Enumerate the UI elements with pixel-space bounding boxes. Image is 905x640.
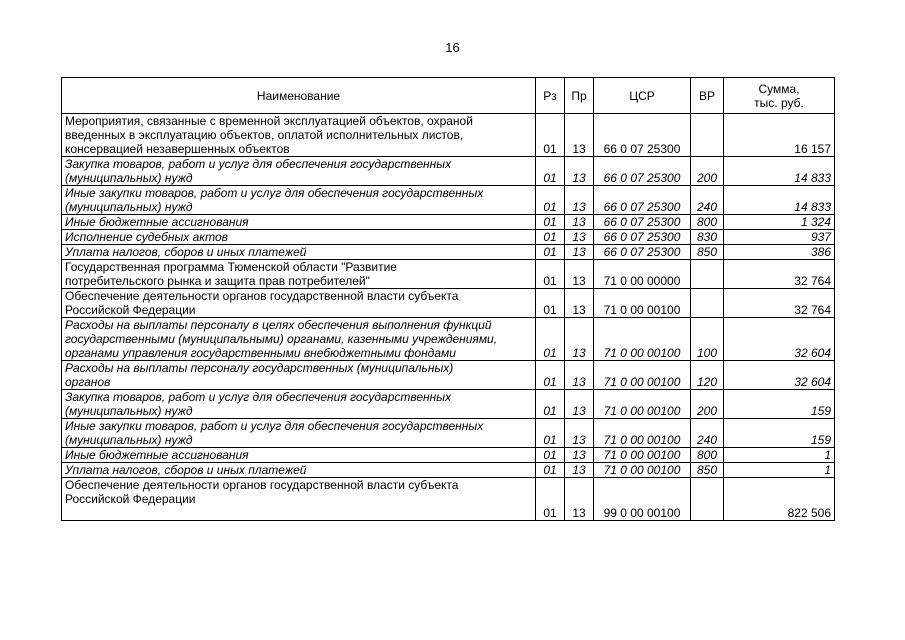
cell-name-line: Мероприятия, связанные с временной эксплуатацией объектов, охраной (65, 114, 473, 128)
cell-vr (691, 114, 724, 157)
cell-sum: 32 764 (724, 289, 835, 318)
table-row (62, 390, 835, 419)
cell-rz: 01 (536, 157, 565, 186)
cell-name-line: государственными (муниципальными) органами, казенными учреждениями, (65, 332, 498, 346)
cell-rz: 01 (536, 419, 565, 448)
cell-rz: 01 (536, 260, 565, 289)
cell-csr: 66 0 07 25300 (594, 215, 691, 230)
cell-name-line: Иные закупки товаров, работ и услуг для обеспечения государственных (65, 419, 484, 433)
cell-sum: 159 (724, 390, 835, 419)
cell-pr: 13 (565, 463, 594, 478)
cell-vr: 830 (691, 230, 724, 245)
cell-rz: 01 (536, 186, 565, 215)
cell-name (62, 260, 536, 289)
cell-csr: 99 0 00 00100 (594, 478, 691, 521)
cell-rz: 01 (536, 463, 565, 478)
table-row (62, 419, 835, 448)
cell-name-line: Уплата налогов, сборов и иных платежей (65, 463, 307, 477)
table-row (62, 260, 835, 289)
cell-name (62, 390, 536, 419)
cell-name (62, 448, 536, 463)
cell-csr: 71 0 00 00100 (594, 361, 691, 390)
cell-vr: 850 (691, 245, 724, 260)
cell-name (62, 289, 536, 318)
cell-sum: 1 324 (724, 215, 835, 230)
table-row (62, 230, 835, 245)
table-row (62, 463, 835, 478)
cell-name-line: органами управления государственными внебюджетными фондами (65, 346, 456, 360)
cell-name-line: потребительского рынка и защита прав потребителей" (65, 274, 370, 288)
table-row (62, 215, 835, 230)
cell-csr: 71 0 00 00100 (594, 419, 691, 448)
cell-pr: 13 (565, 157, 594, 186)
cell-vr (691, 260, 724, 289)
cell-rz: 01 (536, 478, 565, 521)
cell-name (62, 318, 536, 361)
cell-pr: 13 (565, 419, 594, 448)
cell-pr: 13 (565, 260, 594, 289)
cell-name (62, 157, 536, 186)
cell-name (62, 419, 536, 448)
cell-csr: 66 0 07 25300 (594, 230, 691, 245)
cell-name-line: введенных в эксплуатацию объектов, оплатой исполнительных листов, (65, 128, 464, 142)
cell-name (62, 186, 536, 215)
header-sum-line1: Сумма, (758, 81, 800, 96)
table-body (62, 114, 835, 521)
cell-sum: 14 833 (724, 186, 835, 215)
budget-table (61, 77, 835, 521)
cell-rz: 01 (536, 361, 565, 390)
table-row (62, 361, 835, 390)
cell-sum: 937 (724, 230, 835, 245)
cell-name-line: Иные закупки товаров, работ и услуг для обеспечения государственных (65, 186, 484, 200)
cell-name (62, 114, 536, 157)
cell-sum: 32 604 (724, 361, 835, 390)
cell-csr: 71 0 00 00100 (594, 318, 691, 361)
cell-name-line: (муниципальных) нужд (65, 404, 193, 418)
cell-pr: 13 (565, 186, 594, 215)
header-name: Наименование (62, 78, 536, 114)
cell-sum: 159 (724, 419, 835, 448)
cell-csr: 71 0 00 00100 (594, 390, 691, 419)
table-row (62, 448, 835, 463)
cell-name-line: Российской Федерации (65, 492, 196, 506)
cell-name (62, 230, 536, 245)
cell-name-line: Уплата налогов, сборов и иных платежей (65, 245, 307, 259)
cell-vr: 240 (691, 419, 724, 448)
cell-vr: 800 (691, 215, 724, 230)
cell-name-line: Иные бюджетные ассигнования (65, 448, 249, 462)
cell-name-line: (муниципальных) нужд (65, 200, 193, 214)
cell-vr (691, 289, 724, 318)
cell-pr: 13 (565, 478, 594, 521)
cell-csr: 71 0 00 00100 (594, 463, 691, 478)
header-vr: ВР (691, 78, 724, 114)
cell-csr: 66 0 07 25300 (594, 186, 691, 215)
cell-vr: 120 (691, 361, 724, 390)
table-row (62, 245, 835, 260)
cell-pr: 13 (565, 230, 594, 245)
cell-rz: 01 (536, 245, 565, 260)
cell-name-line: Обеспечение деятельности органов государственной власти субъекта (65, 289, 459, 303)
cell-name-line: Закупка товаров, работ и услуг для обеспечения государственных (65, 157, 452, 171)
cell-rz: 01 (536, 114, 565, 157)
cell-name-line: Закупка товаров, работ и услуг для обеспечения государственных (65, 390, 452, 404)
cell-name-line: (муниципальных) нужд (65, 433, 193, 447)
cell-rz: 01 (536, 289, 565, 318)
cell-name (62, 463, 536, 478)
cell-pr: 13 (565, 245, 594, 260)
table-row (62, 186, 835, 215)
cell-name-line: Исполнение судебных актов (65, 230, 228, 244)
header-pr: Пр (565, 78, 594, 114)
cell-name (62, 478, 536, 521)
cell-name-line: органов (65, 375, 111, 389)
table-header-row (62, 78, 835, 114)
cell-pr: 13 (565, 361, 594, 390)
cell-name-line: Иные бюджетные ассигнования (65, 215, 249, 229)
table-row (62, 478, 835, 521)
cell-csr: 71 0 00 00000 (594, 260, 691, 289)
cell-sum: 16 157 (724, 114, 835, 157)
cell-rz: 01 (536, 215, 565, 230)
cell-vr: 200 (691, 390, 724, 419)
header-csr: ЦСР (594, 78, 691, 114)
cell-pr: 13 (565, 390, 594, 419)
cell-pr: 13 (565, 114, 594, 157)
cell-name-line: Обеспечение деятельности органов государственной власти субъекта (65, 478, 459, 492)
cell-pr: 13 (565, 448, 594, 463)
cell-name (62, 361, 536, 390)
header-rz: Рз (536, 78, 565, 114)
cell-vr: 200 (691, 157, 724, 186)
cell-name-line: консервацией незавершенных объектов (65, 142, 290, 156)
cell-csr: 66 0 07 25300 (594, 114, 691, 157)
table-row (62, 318, 835, 361)
cell-sum: 14 833 (724, 157, 835, 186)
cell-pr: 13 (565, 215, 594, 230)
cell-sum: 386 (724, 245, 835, 260)
cell-vr: 240 (691, 186, 724, 215)
cell-name-line: Расходы на выплаты персоналу в целях обеспечения выполнения функций (65, 318, 492, 332)
cell-name-line: Российской Федерации (65, 303, 196, 317)
cell-rz: 01 (536, 230, 565, 245)
cell-sum: 32 764 (724, 260, 835, 289)
cell-name-line: Государственная программа Тюменской области "Развитие (65, 260, 397, 274)
cell-rz: 01 (536, 318, 565, 361)
cell-csr: 71 0 00 00100 (594, 289, 691, 318)
cell-csr: 71 0 00 00100 (594, 448, 691, 463)
cell-sum: 1 (724, 448, 835, 463)
cell-vr: 100 (691, 318, 724, 361)
table-row (62, 289, 835, 318)
cell-rz: 01 (536, 448, 565, 463)
cell-sum: 822 506 (724, 478, 835, 521)
cell-name-line: (муниципальных) нужд (65, 171, 193, 185)
cell-pr: 13 (565, 289, 594, 318)
cell-pr: 13 (565, 318, 594, 361)
cell-name-line: Расходы на выплаты персоналу государственных (муниципальных) (65, 361, 454, 375)
cell-csr: 66 0 07 25300 (594, 157, 691, 186)
header-sum (724, 78, 835, 114)
cell-sum: 32 604 (724, 318, 835, 361)
cell-csr: 66 0 07 25300 (594, 245, 691, 260)
cell-sum: 1 (724, 463, 835, 478)
cell-vr (691, 478, 724, 521)
cell-name (62, 215, 536, 230)
table-row (62, 157, 835, 186)
cell-vr: 850 (691, 463, 724, 478)
page-number: 16 (445, 40, 460, 55)
cell-name (62, 245, 536, 260)
cell-rz: 01 (536, 390, 565, 419)
header-sum-line2: тыс. руб. (754, 95, 804, 110)
cell-vr: 800 (691, 448, 724, 463)
table-row (62, 114, 835, 157)
